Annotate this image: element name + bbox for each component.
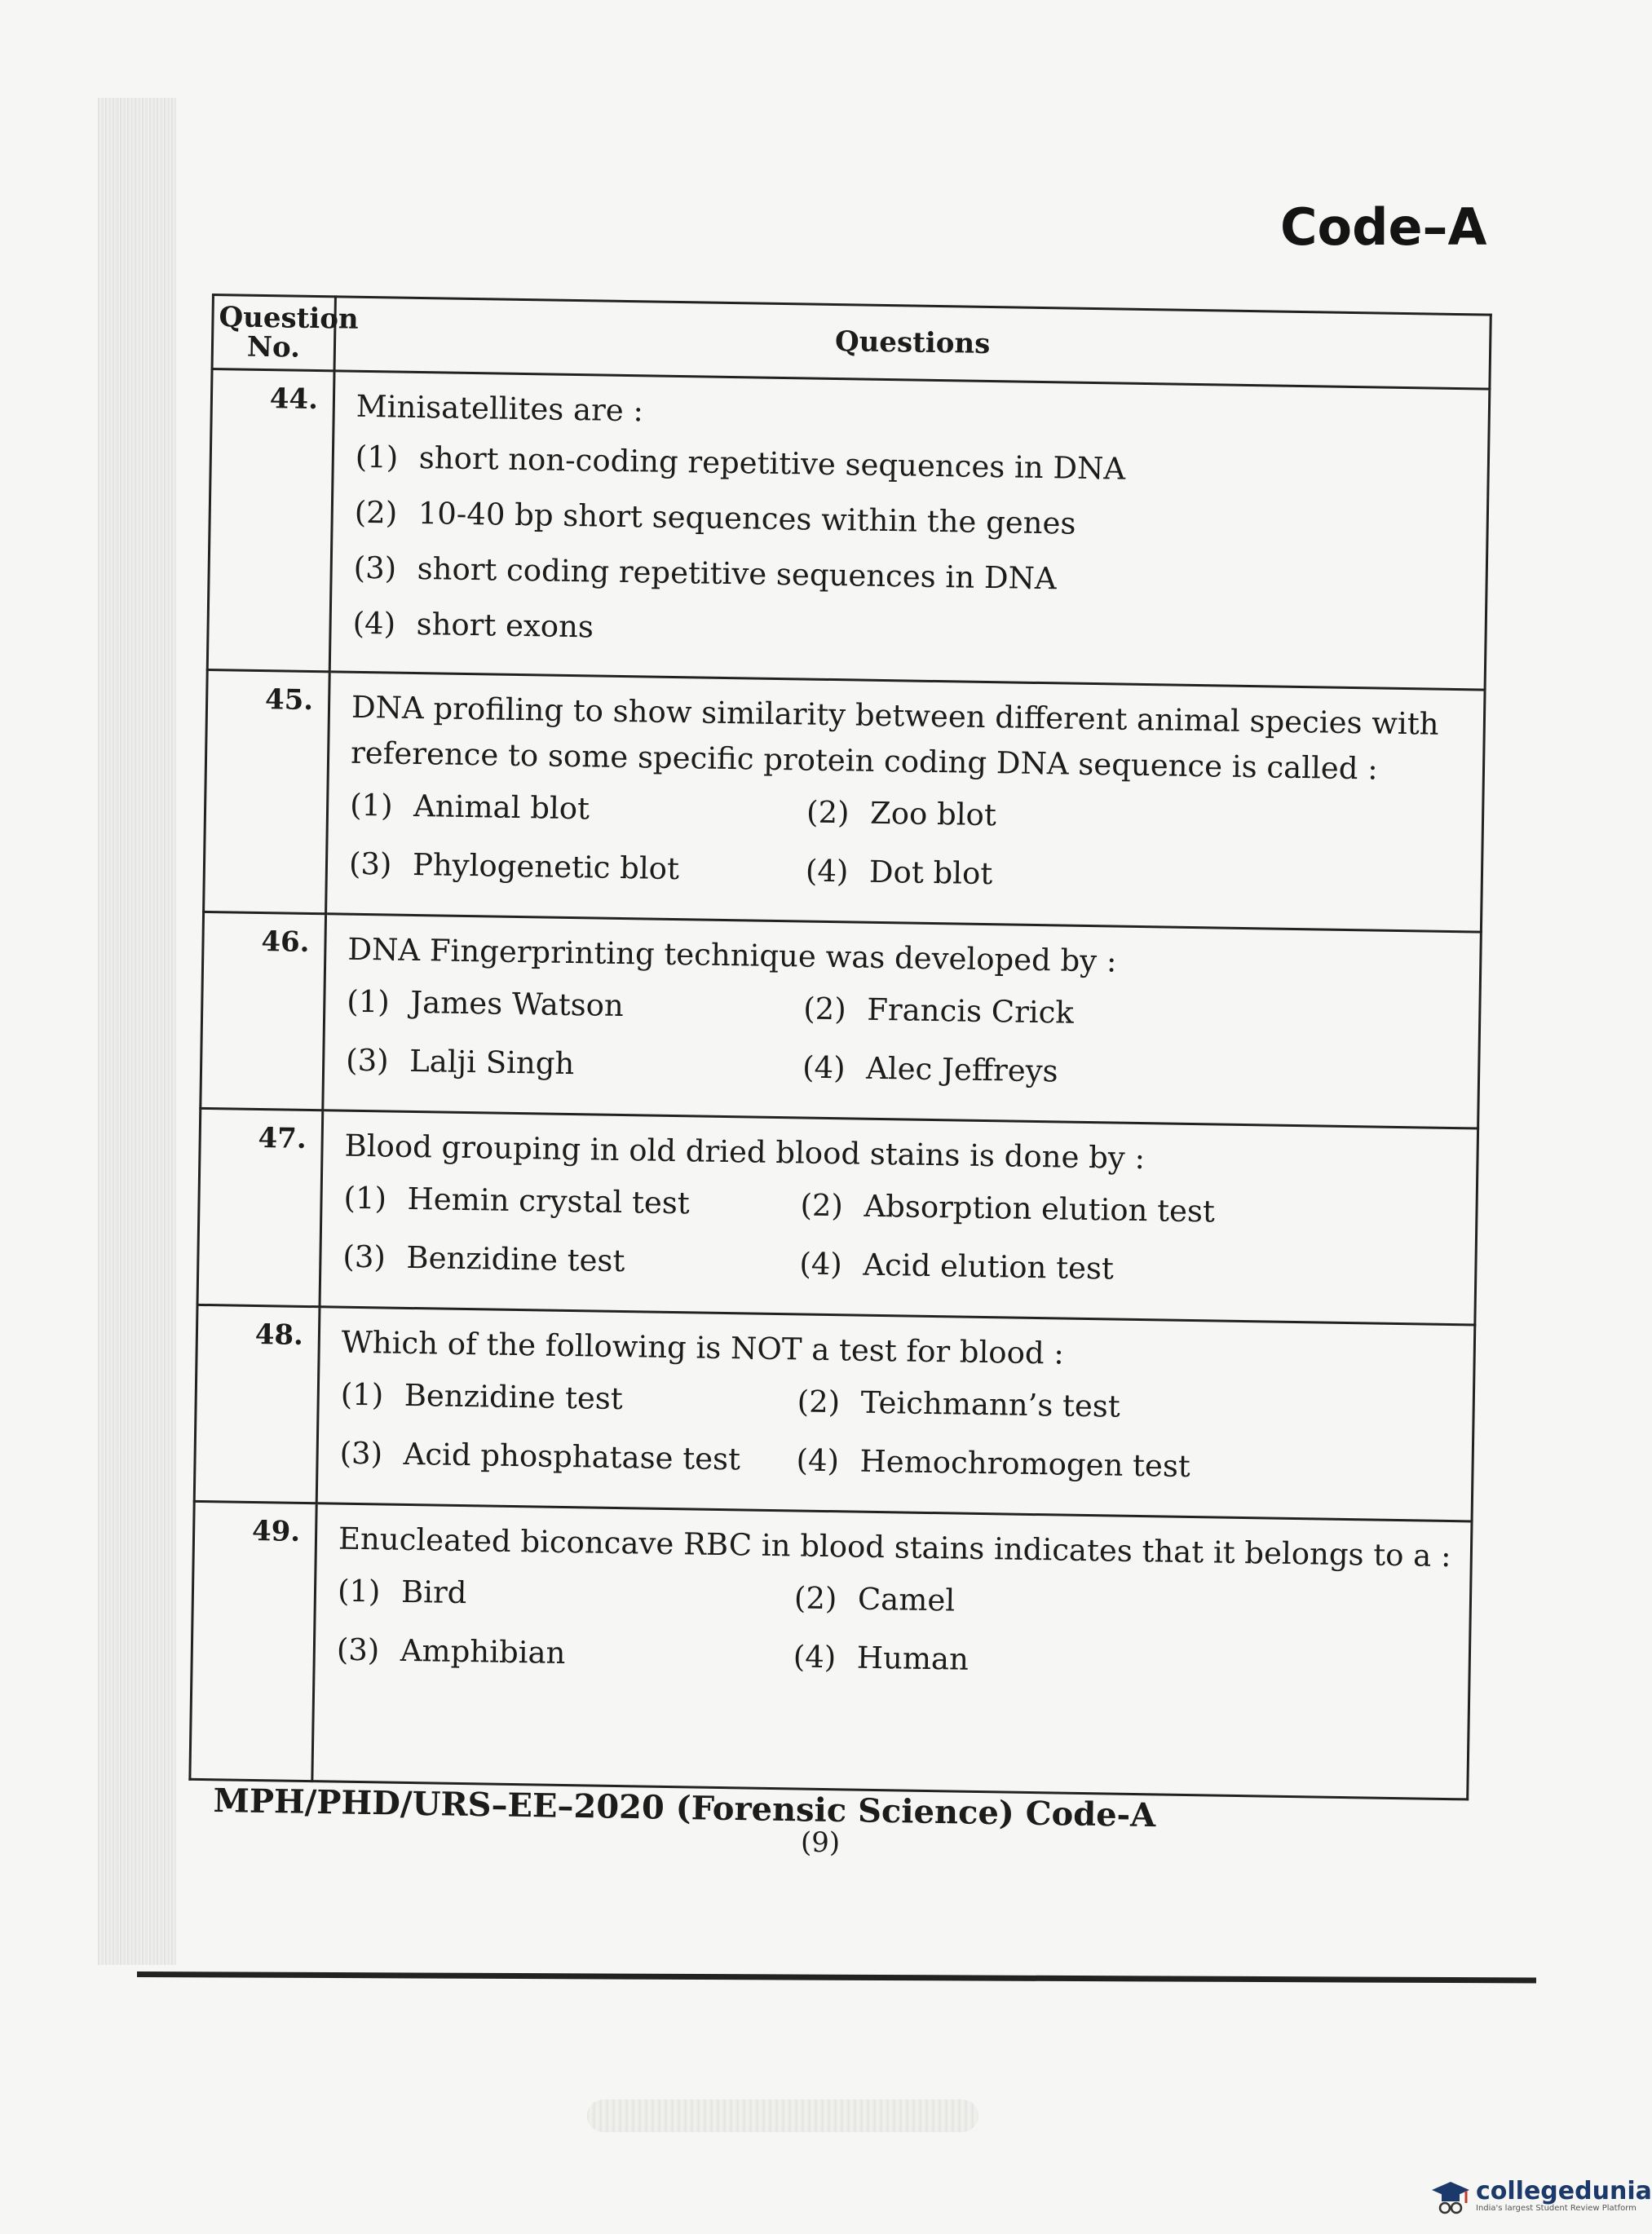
question-cell <box>316 1307 1475 1521</box>
graduation-cap-icon <box>1430 2179 1471 2214</box>
question-number: 46. <box>201 912 326 1110</box>
option-text: short non-coding repetitive sequences in DNA <box>418 440 1126 487</box>
option-number: (1) <box>337 1573 381 1609</box>
question-row <box>190 1501 1472 1799</box>
option-text: Bird <box>400 1574 467 1611</box>
question-text: Which of the following is NOT a test for blood : <box>341 1324 1065 1371</box>
collegedunia-watermark <box>1430 2179 1652 2214</box>
answer-option <box>347 973 804 1039</box>
answer-option <box>342 1228 800 1294</box>
option-text: short exons <box>416 606 594 645</box>
question-cell <box>323 914 1482 1128</box>
question-cell <box>329 371 1490 690</box>
option-number: (3) <box>336 1631 380 1668</box>
option-text: Lalji Singh <box>409 1043 575 1082</box>
option-number: (4) <box>799 1246 843 1283</box>
answer-option <box>800 1176 1257 1242</box>
option-text: 10-40 bp short sequences within the genes <box>417 496 1076 541</box>
question-cell <box>326 672 1485 932</box>
option-number: (2) <box>802 991 847 1027</box>
question-cell <box>312 1503 1472 1799</box>
option-number: (4) <box>352 605 396 642</box>
option-text: Benzidine test <box>404 1377 623 1417</box>
option-number: (3) <box>339 1435 383 1472</box>
option-number: (1) <box>340 1376 384 1413</box>
option-number: (4) <box>793 1639 837 1676</box>
option-number: (4) <box>796 1442 840 1479</box>
question-row <box>194 1305 1475 1521</box>
answer-option <box>802 1038 1260 1104</box>
question-number: 44. <box>207 369 334 672</box>
option-text: Alec Jeffreys <box>865 1050 1058 1089</box>
option-text: Camel <box>857 1581 956 1618</box>
question-row <box>197 1108 1478 1325</box>
option-text: Hemochromogen test <box>859 1443 1191 1485</box>
option-text: Human <box>856 1640 970 1677</box>
answer-option <box>348 835 806 901</box>
option-number: (2) <box>800 1187 844 1224</box>
answer-option <box>340 1366 797 1432</box>
question-text: DNA Fingerprinting technique was developed by : <box>347 931 1117 979</box>
answer-option <box>337 1562 794 1628</box>
brand-tagline: India's largest Student Review Platform <box>1476 2204 1637 2213</box>
option-text: Animal blot <box>413 788 590 827</box>
question-sheet <box>188 294 1491 1800</box>
answer-option <box>350 776 807 842</box>
answer-options <box>336 1562 1453 1697</box>
exam-code-footer: MPH/PHD/URS–EE–2020 (Forensic Science) Code-A <box>213 1781 1156 1835</box>
option-number: (1) <box>343 1180 387 1216</box>
option-text: Acid elution test <box>863 1247 1115 1287</box>
answer-option <box>806 784 1264 850</box>
question-cell <box>320 1110 1478 1325</box>
question-number: 48. <box>194 1305 320 1503</box>
option-number: (3) <box>345 1042 390 1079</box>
option-number: (2) <box>793 1580 837 1617</box>
question-row <box>207 369 1490 691</box>
page-bottom-rule <box>137 1971 1536 1983</box>
option-number: (3) <box>348 845 392 882</box>
scan-edge-shadow <box>98 98 176 1965</box>
option-text: Acid phosphatase test <box>403 1436 741 1477</box>
answer-option <box>339 1424 797 1490</box>
paper-code-header: Code–A <box>1280 197 1487 257</box>
option-text: Absorption elution test <box>864 1188 1216 1230</box>
question-table <box>188 294 1491 1800</box>
scan-smudge <box>587 2099 978 2132</box>
question-text: Blood grouping in old dried blood stains is done by : <box>344 1128 1146 1177</box>
question-text: DNA profiling to show similarity between different animal species with reference to some specific protein coding DNA sequence is called : <box>350 689 1439 787</box>
option-number: (4) <box>802 1049 846 1086</box>
question-row <box>204 669 1485 932</box>
option-number: (1) <box>347 983 391 1020</box>
option-number: (2) <box>354 494 398 531</box>
answer-options <box>346 973 1463 1107</box>
question-row <box>201 912 1482 1128</box>
option-number: (2) <box>797 1384 841 1420</box>
page-number: (9) <box>801 1826 841 1859</box>
answer-option <box>793 1627 1250 1693</box>
answer-option <box>343 1169 801 1235</box>
answer-option <box>793 1569 1251 1635</box>
option-number: (3) <box>342 1238 386 1275</box>
answer-option <box>805 842 1262 908</box>
question-number: 45. <box>204 669 330 913</box>
question-number: 49. <box>190 1501 316 1781</box>
option-text: Phylogenetic blot <box>412 846 680 887</box>
answer-option <box>799 1234 1257 1300</box>
answer-option <box>803 980 1261 1046</box>
question-text: Minisatellites are : <box>356 388 644 429</box>
brand-name: collegedunia <box>1476 2177 1652 2205</box>
answer-options <box>342 1169 1460 1304</box>
question-text: Enucleated biconcave RBC in blood stains indicates that it belongs to a : <box>338 1521 1451 1574</box>
column-header-questions: Questions <box>334 297 1491 389</box>
answer-option <box>796 1431 1253 1497</box>
option-text: Amphibian <box>400 1632 566 1671</box>
answer-options <box>348 776 1465 911</box>
option-text: James Watson <box>410 984 625 1024</box>
option-text: Francis Crick <box>866 991 1075 1031</box>
column-header-question-no: Question No. <box>212 295 335 371</box>
option-text: short coding repetitive sequences in DNA <box>417 550 1057 597</box>
answer-options <box>339 1366 1456 1500</box>
option-number: (1) <box>355 439 399 475</box>
answer-option <box>346 1031 803 1097</box>
answer-options <box>352 430 1471 669</box>
option-number: (2) <box>806 794 850 831</box>
option-text: Zoo blot <box>869 795 997 833</box>
option-text: Benzidine test <box>406 1239 625 1279</box>
option-text: Hemin crystal test <box>407 1181 691 1221</box>
answer-option <box>797 1372 1254 1438</box>
option-number: (1) <box>349 787 393 823</box>
option-number: (3) <box>353 550 397 586</box>
option-text: Dot blot <box>868 854 993 892</box>
question-rows <box>190 369 1490 1799</box>
answer-option <box>336 1621 793 1687</box>
option-text: Teichmann’s test <box>860 1384 1121 1424</box>
question-number: 47. <box>197 1108 323 1306</box>
option-number: (4) <box>805 853 849 890</box>
